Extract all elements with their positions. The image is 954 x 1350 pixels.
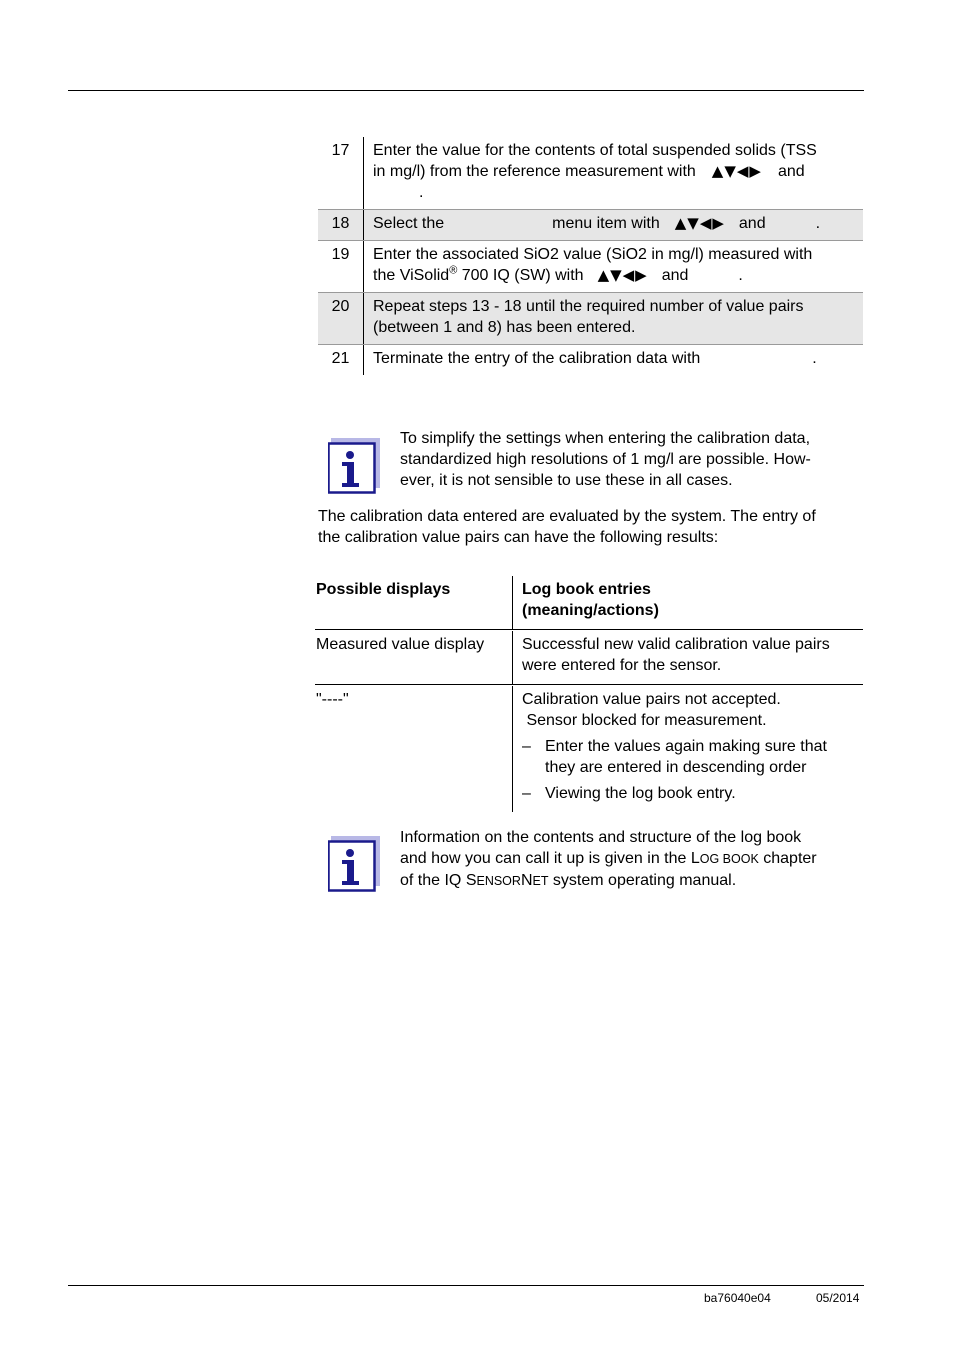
step-text: Repeat steps 13 - 18 until the required number of value pairs (between 1 and 8) has been entered. bbox=[373, 298, 804, 336]
header-possible-displays: Possible displays bbox=[315, 576, 513, 629]
results-table bbox=[315, 576, 863, 812]
step-number: 21 bbox=[318, 345, 364, 375]
footer-document-id: ba76040e04 bbox=[704, 1291, 771, 1305]
step-number: 19 bbox=[318, 241, 364, 292]
info-note: Information on the contents and structure of the log book and how you can call it up is given in the LOG BOOK chapter of the IQ SENSORNET system operating manual. bbox=[400, 829, 817, 889]
header-log-book-entries: Log book entries (meaning/actions) bbox=[522, 581, 659, 619]
step-row bbox=[318, 292, 863, 345]
step-text: Terminate the entry of the calibration data with . bbox=[373, 350, 817, 367]
step-text: Enter the associated SiO2 value (SiO2 in mg/l) measured with the ViSolid® 700 IQ (SW) with ▲▼◀▶ and . bbox=[373, 246, 813, 284]
step-number: 18 bbox=[318, 210, 364, 240]
header-rule bbox=[68, 90, 864, 91]
steps-table bbox=[318, 137, 863, 375]
table-row: Measured value display Successful new valid calibration value pairs were entered for the sensor. bbox=[315, 630, 863, 685]
step-number: 20 bbox=[318, 293, 364, 344]
step-row bbox=[318, 209, 863, 241]
info-note: To simplify the settings when entering the calibration data, standardized high resolutions of 1 mg/l are possible. How- ever, it is not sensible to use these in all cases. bbox=[400, 430, 811, 489]
info-icon bbox=[328, 836, 380, 892]
step-row bbox=[318, 345, 863, 375]
list-item: – Viewing the log book entry. bbox=[522, 785, 736, 802]
step-text: Select the menu item with ▲▼◀▶ and . bbox=[373, 214, 821, 232]
arrow-keys-icon: ▲▼◀▶ bbox=[711, 162, 762, 180]
step-row bbox=[318, 241, 863, 292]
footer-date: 05/2014 bbox=[816, 1291, 860, 1305]
info-icon bbox=[328, 438, 380, 494]
step-number: 17 bbox=[318, 137, 364, 209]
list-item: – Enter the values again making sure that they are entered in descending order bbox=[522, 738, 827, 776]
footer-rule bbox=[68, 1285, 864, 1286]
evaluation-paragraph: The calibration data entered are evaluated by the system. The entry of the calibration value pairs can have the following results: bbox=[318, 508, 816, 546]
table-header bbox=[315, 576, 863, 630]
step-row bbox=[318, 137, 863, 209]
table-row: "----" Calibration value pairs not accepted. Sensor blocked for measurement. – Enter the values again making sure that they are entered in descending order – Viewing the log book entry. bbox=[315, 685, 863, 812]
arrow-keys-icon: ▲▼◀▶ bbox=[597, 266, 648, 284]
step-text: Enter the value for the contents of total suspended solids (TSS in mg/l) from the reference measurement with ▲▼◀▶ and . bbox=[373, 142, 817, 201]
arrow-keys-icon: ▲▼◀▶ bbox=[674, 214, 725, 232]
